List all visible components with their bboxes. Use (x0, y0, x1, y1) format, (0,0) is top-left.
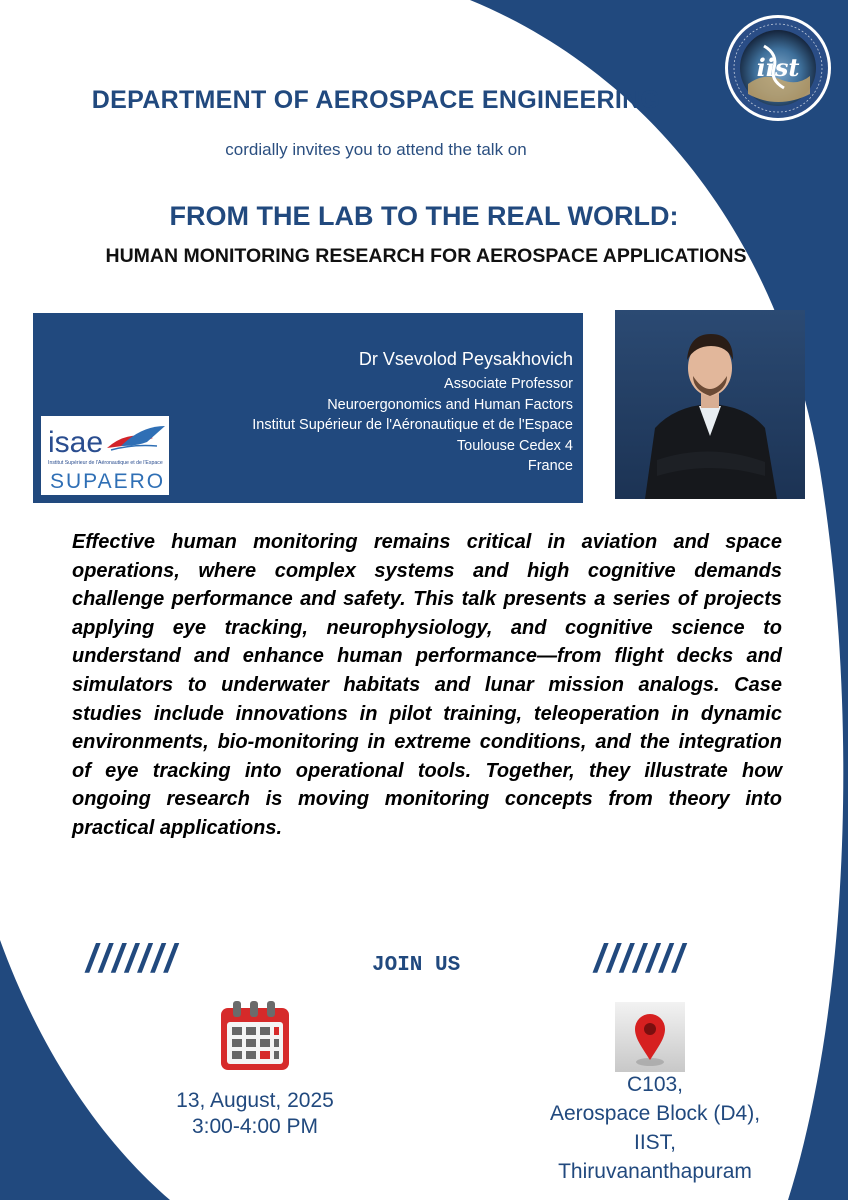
speaker-photo (615, 310, 805, 499)
talk-title-line2: HUMAN MONITORING RESEARCH FOR AEROSPACE APPLICATIONS (105, 245, 747, 267)
speaker-info-box (33, 313, 583, 503)
event-venue (510, 1070, 800, 1186)
venue-institute: IIST, (633, 1131, 676, 1154)
venue-block-name: Aerospace Block (D4), (549, 1102, 761, 1125)
speaker-name: Dr Vsevolod Peysakhovich (358, 349, 573, 369)
decorative-slashes-left: /////// (86, 937, 178, 981)
isae-logo-text: isae (48, 426, 104, 459)
speaker-country: France (527, 458, 573, 474)
speaker-position: Associate Professor (444, 376, 573, 392)
calendar-icon (219, 998, 291, 1072)
speaker-city: Toulouse Cedex 4 (456, 437, 573, 454)
event-date-time (130, 1088, 380, 1140)
speaker-institute: Institut Supérieur de l'Aéronautique et de l'Espace (252, 417, 573, 433)
join-us-label: JOIN US (372, 954, 461, 977)
event-time: 3:00-4:00 PM (191, 1115, 319, 1138)
talk-title-line1: FROM THE LAB TO THE REAL WORLD: (169, 201, 679, 231)
isae-supaero-logo (41, 416, 169, 495)
event-date: 13, August, 2025 (176, 1089, 334, 1112)
department-name: DEPARTMENT OF AEROSPACE ENGINEERING (91, 86, 661, 114)
speaker-details (252, 349, 573, 477)
venue-room: C103, (626, 1073, 684, 1096)
isae-logo-brand: SUPAERO (50, 470, 166, 493)
map-pin-icon (615, 1002, 685, 1072)
isae-logo-subtitle: Institut Supérieur de l'Aéronautique et de l'Espace (48, 460, 163, 466)
speaker-field: Neuroergonomics and Human Factors (327, 396, 573, 413)
svg-text:iist: iist (756, 53, 800, 82)
venue-city: Thiruvananthapuram (558, 1160, 752, 1183)
decorative-slashes-right: /////// (594, 937, 686, 981)
invitation-text: cordially invites you to attend the talk on (225, 140, 527, 159)
talk-abstract: Effective human monitoring remains critical in aviation and space operations, where complex systems and high cognitive demands challenge performance and safety. This talk presents a series of projects applying eye tracking, neurophysiology, and cognitive science to understand and enhance human performance—from flight decks and simulators to underwater habitats and lunar mission analogs. Case studies include innovations in pilot training, teleoperation in dynamic environments, bio-monitoring in extreme conditions, and the integration of eye tracking into operational tools. Together, they illustrate how ongoing research is moving monitoring concepts from theory into practical applications. (72, 531, 782, 839)
